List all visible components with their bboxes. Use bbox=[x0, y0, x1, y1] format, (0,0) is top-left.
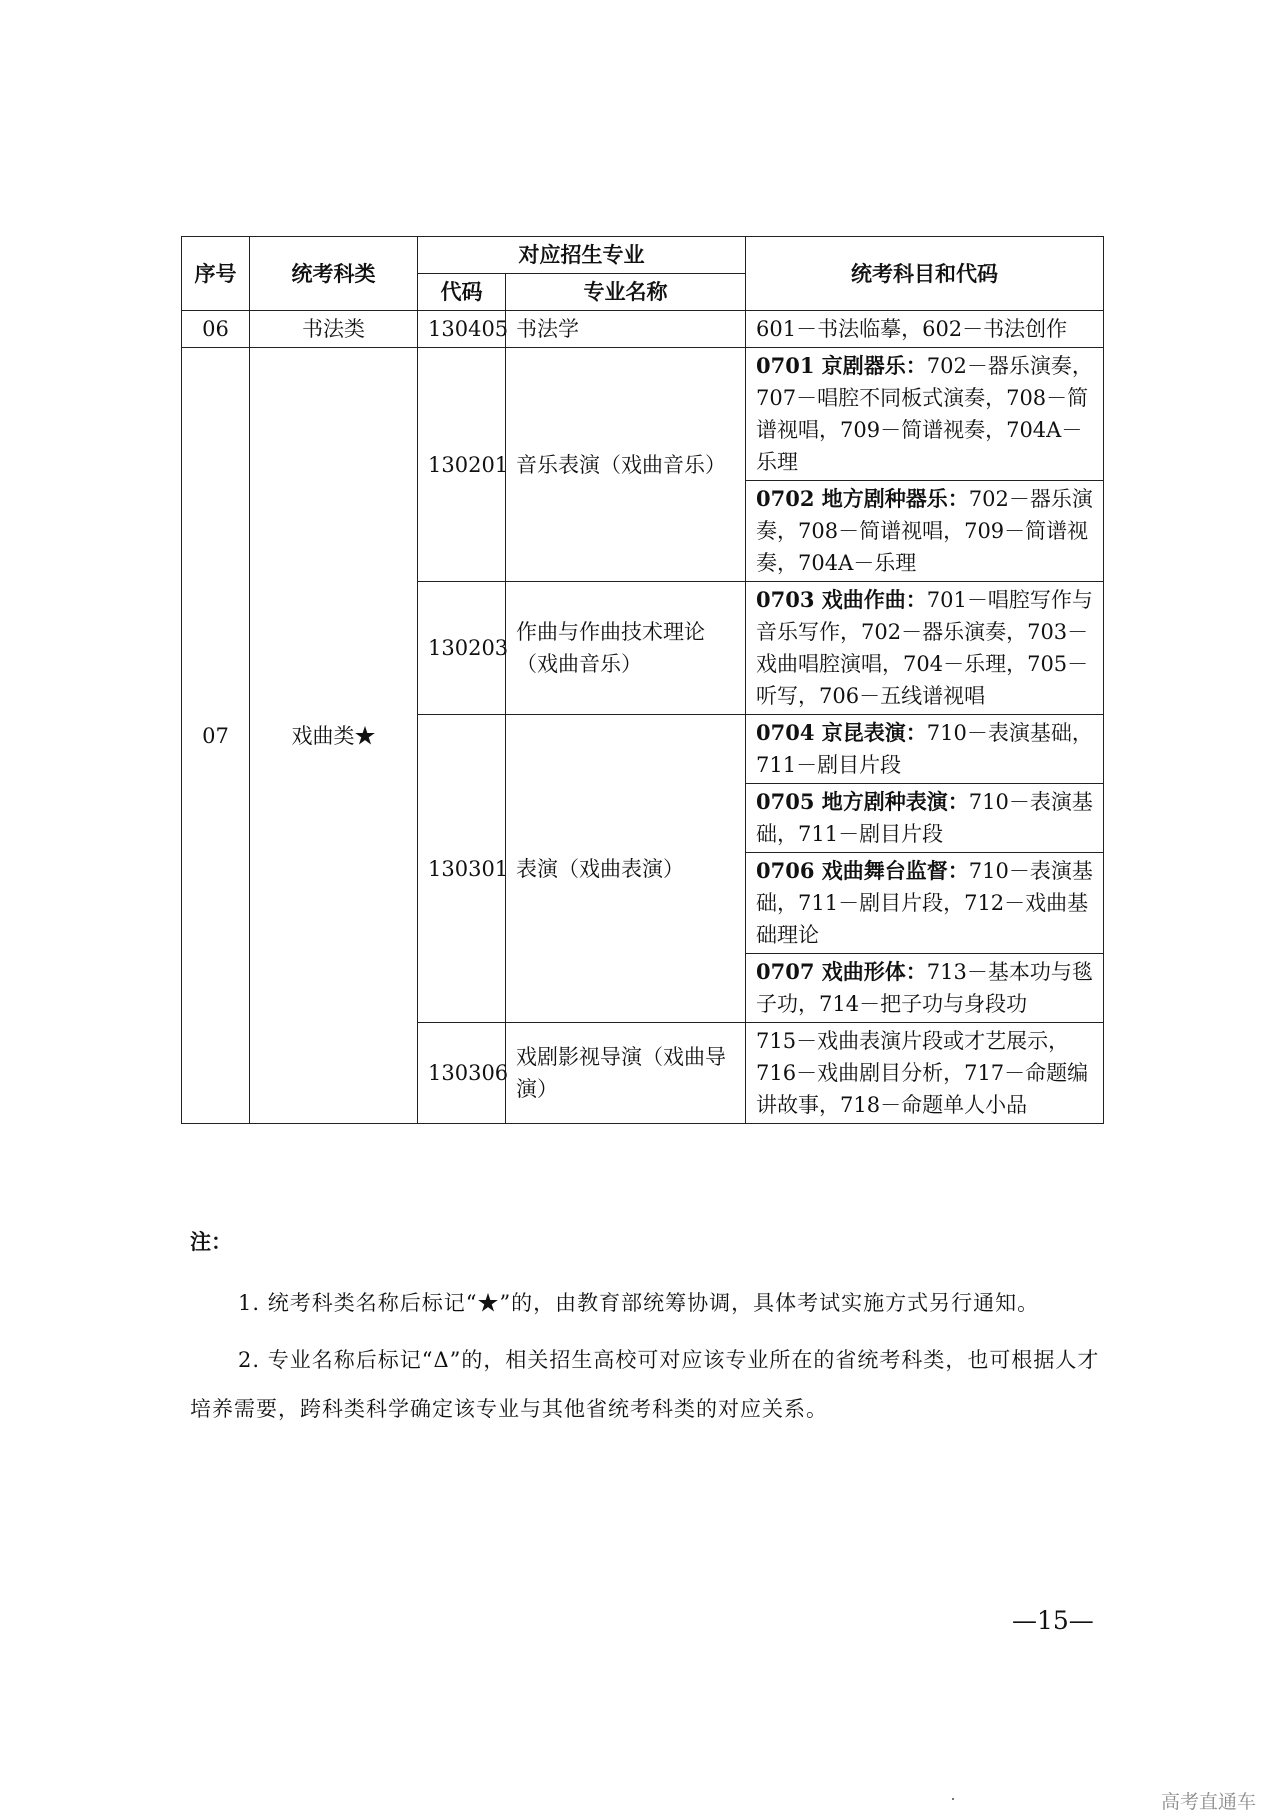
subjects-cell bbox=[746, 954, 1104, 1023]
subject-text: 702－器乐演奏，708－简谱视唱，709－简谱视奏，704A－乐理 bbox=[756, 487, 1093, 575]
subject-heading: 0701 京剧器乐： bbox=[756, 353, 927, 378]
subjects-cell bbox=[746, 715, 1104, 784]
subjects-cell: 715－戏曲表演片段或才艺展示，716－戏曲剧目分析，717－命题编讲故事，718－命题单人小品 bbox=[746, 1023, 1104, 1124]
major-name-cell: 戏剧影视导演（戏曲导演） bbox=[506, 1023, 746, 1124]
code-cell: 130201 bbox=[418, 348, 506, 582]
watermark: 高考直通车 bbox=[1160, 1791, 1256, 1813]
table-row bbox=[182, 311, 1104, 348]
subject-text: 710－表演基础，711－剧目片段，712－戏曲基础理论 bbox=[756, 859, 1093, 947]
category-cell: 书法类 bbox=[250, 311, 418, 348]
subject-text: 710－表演基础，711－剧目片段 bbox=[756, 790, 1093, 846]
notes-title: 注： bbox=[190, 1229, 232, 1254]
code-cell: 130203 bbox=[418, 582, 506, 715]
subject-text: 702－器乐演奏，707－唱腔不同板式演奏，708－简谱视唱，709－简谱视奏，704A－乐理 bbox=[756, 354, 1093, 474]
code-cell: 130301 bbox=[418, 715, 506, 1023]
subject-text: 713－基本功与毯子功，714－把子功与身段功 bbox=[756, 960, 1093, 1016]
major-name-cell: 书法学 bbox=[506, 311, 746, 348]
table-row bbox=[182, 348, 1104, 481]
code-cell: 130405 bbox=[418, 311, 506, 348]
major-name-cell: 作曲与作曲技术理论（戏曲音乐） bbox=[506, 582, 746, 715]
header-major-name: 专业名称 bbox=[506, 274, 746, 311]
subject-text: 701－唱腔写作与音乐写作，702－器乐演奏，703－戏曲唱腔演唱，704－乐理，705－听写，706－五线谱视唱 bbox=[756, 588, 1093, 708]
subjects-cell bbox=[746, 853, 1104, 954]
major-name-cell: 音乐表演（戏曲音乐） bbox=[506, 348, 746, 582]
subject-heading: 0703 戏曲作曲： bbox=[756, 587, 927, 612]
exam-subject-table bbox=[181, 236, 1104, 1124]
subject-heading: 0706 戏曲舞台监督： bbox=[756, 858, 969, 883]
major-name-cell: 表演（戏曲表演） bbox=[506, 715, 746, 1023]
subject-heading: 0702 地方剧种器乐： bbox=[756, 486, 969, 511]
subjects-cell bbox=[746, 481, 1104, 582]
header-seq: 序号 bbox=[182, 237, 250, 311]
subject-text: 710－表演基础，711－剧目片段 bbox=[756, 721, 1093, 777]
code-cell: 130306 bbox=[418, 1023, 506, 1124]
subjects-cell: 601－书法临摹，602－书法创作 bbox=[746, 311, 1104, 348]
header-category: 统考科类 bbox=[250, 237, 418, 311]
header-major-group: 对应招生专业 bbox=[418, 237, 746, 274]
scan-dot bbox=[952, 1798, 954, 1800]
subject-heading: 0705 地方剧种表演： bbox=[756, 789, 969, 814]
category-cell: 戏曲类★ bbox=[250, 348, 418, 1124]
seq-cell: 07 bbox=[182, 348, 250, 1124]
header-code: 代码 bbox=[418, 274, 506, 311]
subjects-cell bbox=[746, 582, 1104, 715]
header-row-1 bbox=[182, 237, 1104, 274]
header-subjects: 统考科目和代码 bbox=[746, 237, 1104, 311]
subject-heading: 0704 京昆表演： bbox=[756, 720, 927, 745]
note-2: 2. 专业名称后标记“Δ”的，相关招生高校可对应该专业所在的省统考科类，也可根据人才培养需要，跨科类科学确定该专业与其他省统考科类的对应关系。 bbox=[190, 1348, 1100, 1421]
subjects-cell bbox=[746, 784, 1104, 853]
note-1: 1. 统考科类名称后标记“★”的，由教育部统筹协调，具体考试实施方式另行通知。 bbox=[238, 1291, 1040, 1315]
subject-heading: 0707 戏曲形体： bbox=[756, 959, 927, 984]
subjects-cell bbox=[746, 348, 1104, 481]
seq-cell: 06 bbox=[182, 311, 250, 348]
page-number: —15— bbox=[1012, 1606, 1094, 1635]
